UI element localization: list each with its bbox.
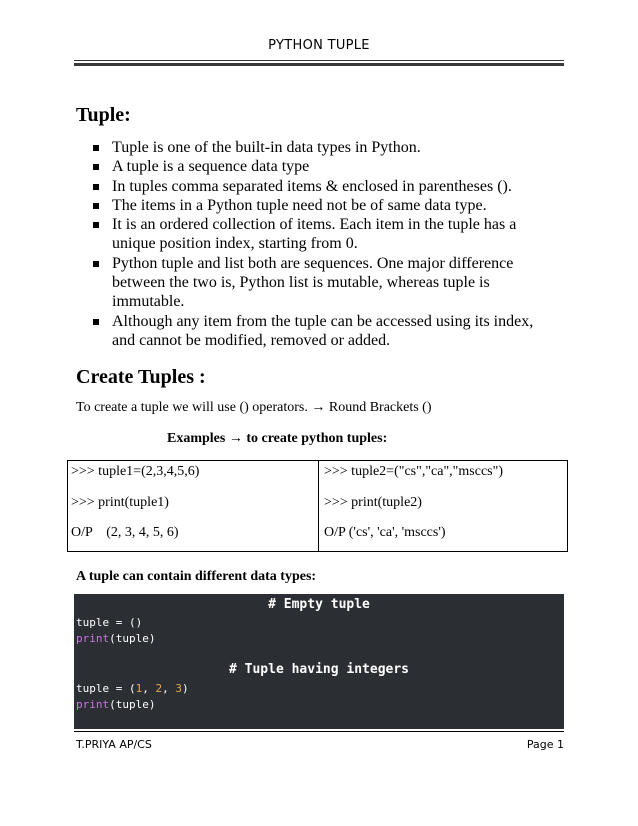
bullet-item: Although any item from the tuple can be accessed using its index, and cannot be modified, removed or added. [90, 312, 560, 351]
bullet-item: The items in a Python tuple need not be of same data type. [90, 196, 560, 215]
table-cell: >>> print(tuple1) [71, 495, 169, 510]
code-text: , [142, 682, 156, 695]
bullet-item: It is an ordered collection of items. Each item in the tuple has a unique position index, starting from 0. [90, 215, 560, 254]
bullet-item: In tuples comma separated items & enclosed in parentheses (). [90, 177, 560, 196]
table-cell: >>> print(tuple2) [324, 495, 422, 510]
code-text: ) [181, 682, 189, 695]
table-divider [318, 461, 319, 551]
code-line: tuple = () [76, 616, 143, 629]
code-text: , [162, 682, 176, 695]
tuple-bullet-list [90, 138, 560, 350]
code-comment: # Tuple having integers [228, 662, 409, 677]
create-tuples-heading: Create Tuples : [76, 366, 206, 388]
code-comment: # Empty tuple [268, 597, 370, 612]
bullet-item: Tuple is one of the built-in data types in Python. [90, 138, 560, 157]
header-rule-thin [74, 60, 564, 61]
code-text: (tuple) [109, 698, 156, 711]
table-cell: O/P ('cs', 'ca', 'msccs') [324, 525, 446, 540]
code-keyword: print [76, 632, 110, 645]
code-line [76, 682, 189, 695]
data-types-heading: A tuple can contain different data types: [76, 569, 317, 584]
code-text: (tuple) [109, 632, 156, 645]
examples-title: Examples → to create python tuples: [167, 431, 388, 446]
page-header-title: PYTHON TUPLE [268, 38, 370, 53]
footer-page-number: Page 1 [526, 738, 564, 751]
table-cell: O/P (2, 3, 4, 5, 6) [71, 525, 179, 540]
code-number: 3 [175, 682, 182, 695]
code-number: 2 [155, 682, 163, 695]
code-number: 1 [135, 682, 143, 695]
footer-rule [74, 731, 564, 732]
footer-author: T.PRIYA AP/CS [76, 738, 152, 751]
table-cell: >>> tuple2=("cs","ca","msccs") [324, 464, 503, 479]
create-intro-text: To create a tuple we will use () operators. → Round Brackets () [76, 400, 432, 415]
code-keyword: print [76, 698, 110, 711]
tuple-heading: Tuple: [76, 104, 131, 126]
examples-table [67, 460, 568, 552]
table-cell: >>> tuple1=(2,3,4,5,6) [71, 464, 200, 479]
code-block [74, 594, 564, 729]
bullet-item: A tuple is a sequence data type [90, 157, 560, 176]
code-text: tuple = ( [76, 682, 136, 695]
header-rule-thick [74, 63, 564, 66]
code-line [76, 632, 155, 645]
bullet-item: Python tuple and list both are sequences. One major difference between the two is, Python list is mutable, whereas tuple is immutable. [90, 254, 560, 312]
code-line [76, 698, 155, 711]
